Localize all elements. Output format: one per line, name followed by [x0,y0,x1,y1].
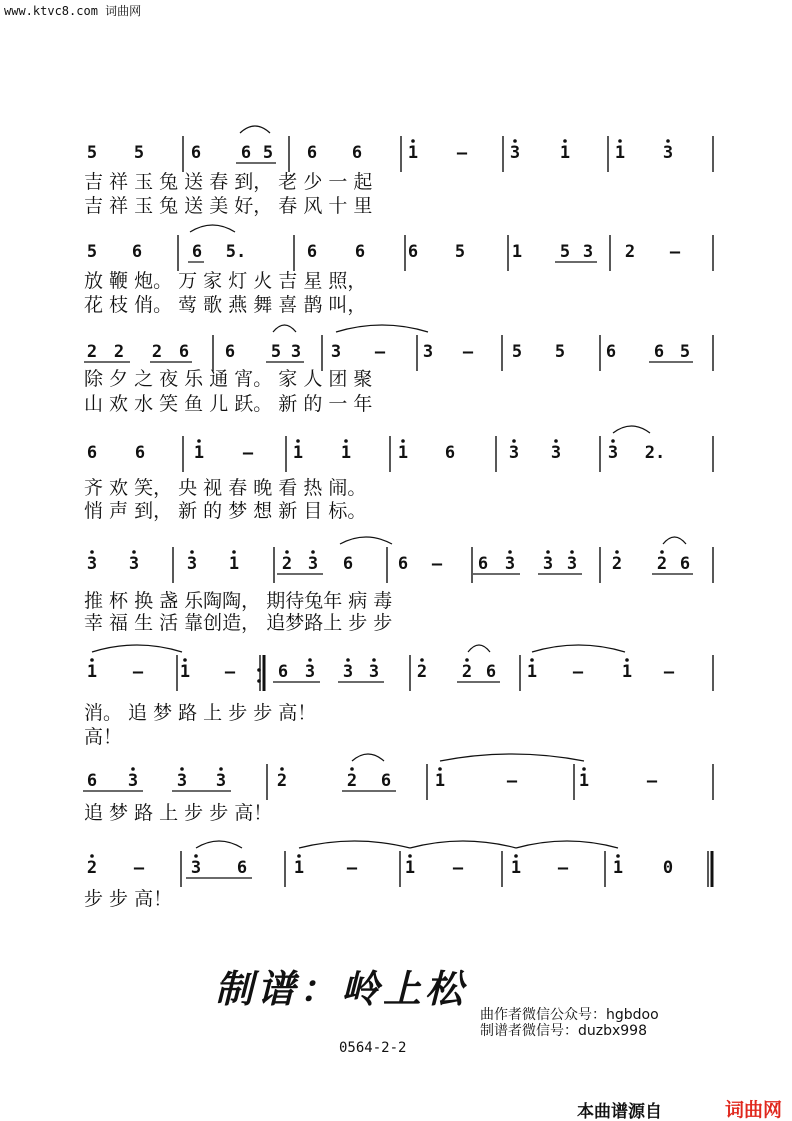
note: 5 [262,143,274,163]
note: 1 [407,143,419,163]
lyric-line: 消。 追 梦 路 上 步 步 高！ [84,702,317,724]
note: 3 [304,662,316,682]
slur [532,645,625,652]
note: 2 [151,342,163,362]
octave-dot [232,550,236,554]
note: 6 [605,342,617,362]
octave-dot [666,139,670,143]
note: 2 [656,554,668,574]
note: 6 [342,554,354,574]
octave-dot [611,439,615,443]
slur [196,841,242,848]
lyric-line: 齐 欢 笑， 央 视 春 晚 看 热 闹。 [84,477,367,499]
lyric-line: 山 欢 水 笑 鱼 儿 跃。 新 的 一 年 [84,393,373,415]
source-label: 本曲谱源自 [577,1102,662,1121]
note: 3 [307,554,319,574]
note: 2 [346,771,358,791]
note: – [374,342,386,362]
note: 5 [511,342,523,362]
note: 3 [215,771,227,791]
note: 1 [86,662,98,682]
octave-dot [582,767,586,771]
slur [410,841,516,848]
note: 3 [330,342,342,362]
note: 6 [351,143,363,163]
note: 3 [662,143,674,163]
octave-dot [219,767,223,771]
note: 3 [127,771,139,791]
note: 1 [179,662,191,682]
octave-dot [438,767,442,771]
note: 1 [510,858,522,878]
note: 6 [134,443,146,463]
page-number: 0564-2-2 [339,1040,407,1056]
note: 1 [228,554,240,574]
slur [299,841,410,848]
slur [613,426,650,433]
octave-dot [411,139,415,143]
note: 6 [224,342,236,362]
note: 1 [193,443,205,463]
slur [663,537,686,544]
note: 3 [342,662,354,682]
lyric-line: 推 杯 换 盏 乐陶陶， 期待兔年 病 毒 [84,590,393,612]
slur [240,126,270,133]
note: 6 [397,554,409,574]
note: 5 [554,342,566,362]
note: – [242,443,254,463]
octave-dot [570,550,574,554]
note: 5 [270,342,282,362]
note: 5 [559,242,571,262]
note: 1 [293,858,305,878]
octave-dot [296,439,300,443]
lyric-line: 幸 福 生 活 靠创造， 追梦路上 步 步 [84,612,393,634]
lyric-line: 悄 声 到， 新 的 梦 想 新 目 标。 [84,500,367,522]
note: 1 [578,771,590,791]
octave-dot [408,854,412,858]
note: 2 [276,771,288,791]
slur [190,225,235,232]
note: – [431,554,443,574]
note: – [663,662,675,682]
note: 6 [444,443,456,463]
slur [516,841,618,848]
octave-dot [465,658,469,662]
note: 5 [679,342,691,362]
note: 6 [86,443,98,463]
note: 1 [340,443,352,463]
octave-dot [420,658,424,662]
octave-dot [297,854,301,858]
note: – [462,342,474,362]
octave-dot [660,550,664,554]
note: 1 [511,242,523,262]
octave-dot [132,550,136,554]
note: – [133,858,145,878]
note: 2 [86,342,98,362]
note: 6 [191,242,203,262]
note: 6 [277,662,289,682]
note: 3 [550,443,562,463]
note: 6 [407,242,419,262]
note: 1 [559,143,571,163]
octave-dot [530,658,534,662]
octave-dot [344,439,348,443]
note: 3 [582,242,594,262]
note: – [346,858,358,878]
note: 6 [131,242,143,262]
note: 1 [404,858,416,878]
note: – [456,143,468,163]
note: 6 [485,662,497,682]
octave-dot [563,139,567,143]
octave-dot [372,658,376,662]
note: 5 [133,143,145,163]
lyric-line: 追 梦 路 上 步 步 高！ [84,802,273,824]
note: 3 [607,443,619,463]
note: – [132,662,144,682]
note: 3 [176,771,188,791]
note: 6 [236,858,248,878]
octave-dot [618,139,622,143]
note: 3 [290,342,302,362]
octave-dot [401,439,405,443]
note: 1 [434,771,446,791]
note: 2 [461,662,473,682]
note: 1 [292,443,304,463]
slur [336,325,428,332]
octave-dot [512,439,516,443]
octave-dot [285,550,289,554]
note: 3 [128,554,140,574]
note: 3 [422,342,434,362]
note: 3 [368,662,380,682]
arranger-signature: 制谱：岭上松 [215,966,468,1011]
note: 0 [662,858,674,878]
note: 6 [679,554,691,574]
note: 1 [397,443,409,463]
note: 5 [86,242,98,262]
note: 3 [508,443,520,463]
repeat-dot [257,668,261,672]
octave-dot [190,550,194,554]
note: 2 [113,342,125,362]
repeat-dot [257,679,261,683]
lyric-line: 放 鞭 炮。 万 家 灯 火 吉 星 照， [84,270,367,292]
note: 1 [526,662,538,682]
octave-dot [508,550,512,554]
note: 2 [611,554,623,574]
brand-logo: 词曲网 [725,1099,783,1121]
lyric-line: 吉 祥 玉 兔 送 春 到， 老 少 一 起 [84,171,373,193]
lyric-line: 除 夕 之 夜 乐 通 宵。 家 人 团 聚 [84,368,373,390]
note: 3 [542,554,554,574]
site-watermark: www.ktvc8.com 词曲网 [4,4,142,18]
note: 6 [190,143,202,163]
note: 6 [240,143,252,163]
note: 6 [653,342,665,362]
note: – [506,771,518,791]
lyric-line: 高！ [84,726,123,748]
note: 6 [306,143,318,163]
octave-dot [197,439,201,443]
octave-dot [513,139,517,143]
note: 1 [614,143,626,163]
octave-dot [90,854,94,858]
slur [273,325,296,332]
note: – [557,858,569,878]
octave-dot [308,658,312,662]
note: 3 [86,554,98,574]
composer-wechat: 曲作者微信公众号：hgbdoo [480,1007,659,1023]
lyric-line: 花 枝 俏。 莺 歌 燕 舞 喜 鹊 叫， [84,294,367,316]
note: 5 [86,143,98,163]
note: 1 [612,858,624,878]
note: 3 [190,858,202,878]
note: 6 [380,771,392,791]
octave-dot [546,550,550,554]
octave-dot [625,658,629,662]
note: 2 [86,858,98,878]
octave-dot [280,767,284,771]
octave-dot [514,854,518,858]
octave-dot [311,550,315,554]
note: 6 [477,554,489,574]
note: 2. [644,443,666,463]
note: – [646,771,658,791]
octave-dot [554,439,558,443]
note: 3 [566,554,578,574]
lyric-line: 吉 祥 玉 兔 送 美 好， 春 风 十 里 [84,195,373,217]
note: 2 [624,242,636,262]
octave-dot [615,550,619,554]
note: 6 [354,242,366,262]
slur [340,537,392,544]
octave-dot [346,658,350,662]
note: 6 [86,771,98,791]
note: 5 [454,242,466,262]
note: 2 [281,554,293,574]
octave-dot [616,854,620,858]
note: 2 [416,662,428,682]
note: 3 [186,554,198,574]
note: 6 [178,342,190,362]
note: 3 [504,554,516,574]
slur [352,754,384,761]
slur [468,645,490,652]
octave-dot [90,550,94,554]
note: – [224,662,236,682]
note: 1 [621,662,633,682]
note: – [452,858,464,878]
octave-dot [180,767,184,771]
slur [440,754,584,761]
lyric-line: 步 步 高！ [84,888,173,910]
octave-dot [194,854,198,858]
note: – [669,242,681,262]
octave-dot [350,767,354,771]
octave-dot [90,658,94,662]
note: 5. [225,242,247,262]
note: – [572,662,584,682]
slur [92,645,182,652]
note: 3 [509,143,521,163]
octave-dot [183,658,187,662]
note: 6 [306,242,318,262]
arranger-wechat: 制谱者微信号：duzbx998 [480,1023,648,1039]
octave-dot [131,767,135,771]
